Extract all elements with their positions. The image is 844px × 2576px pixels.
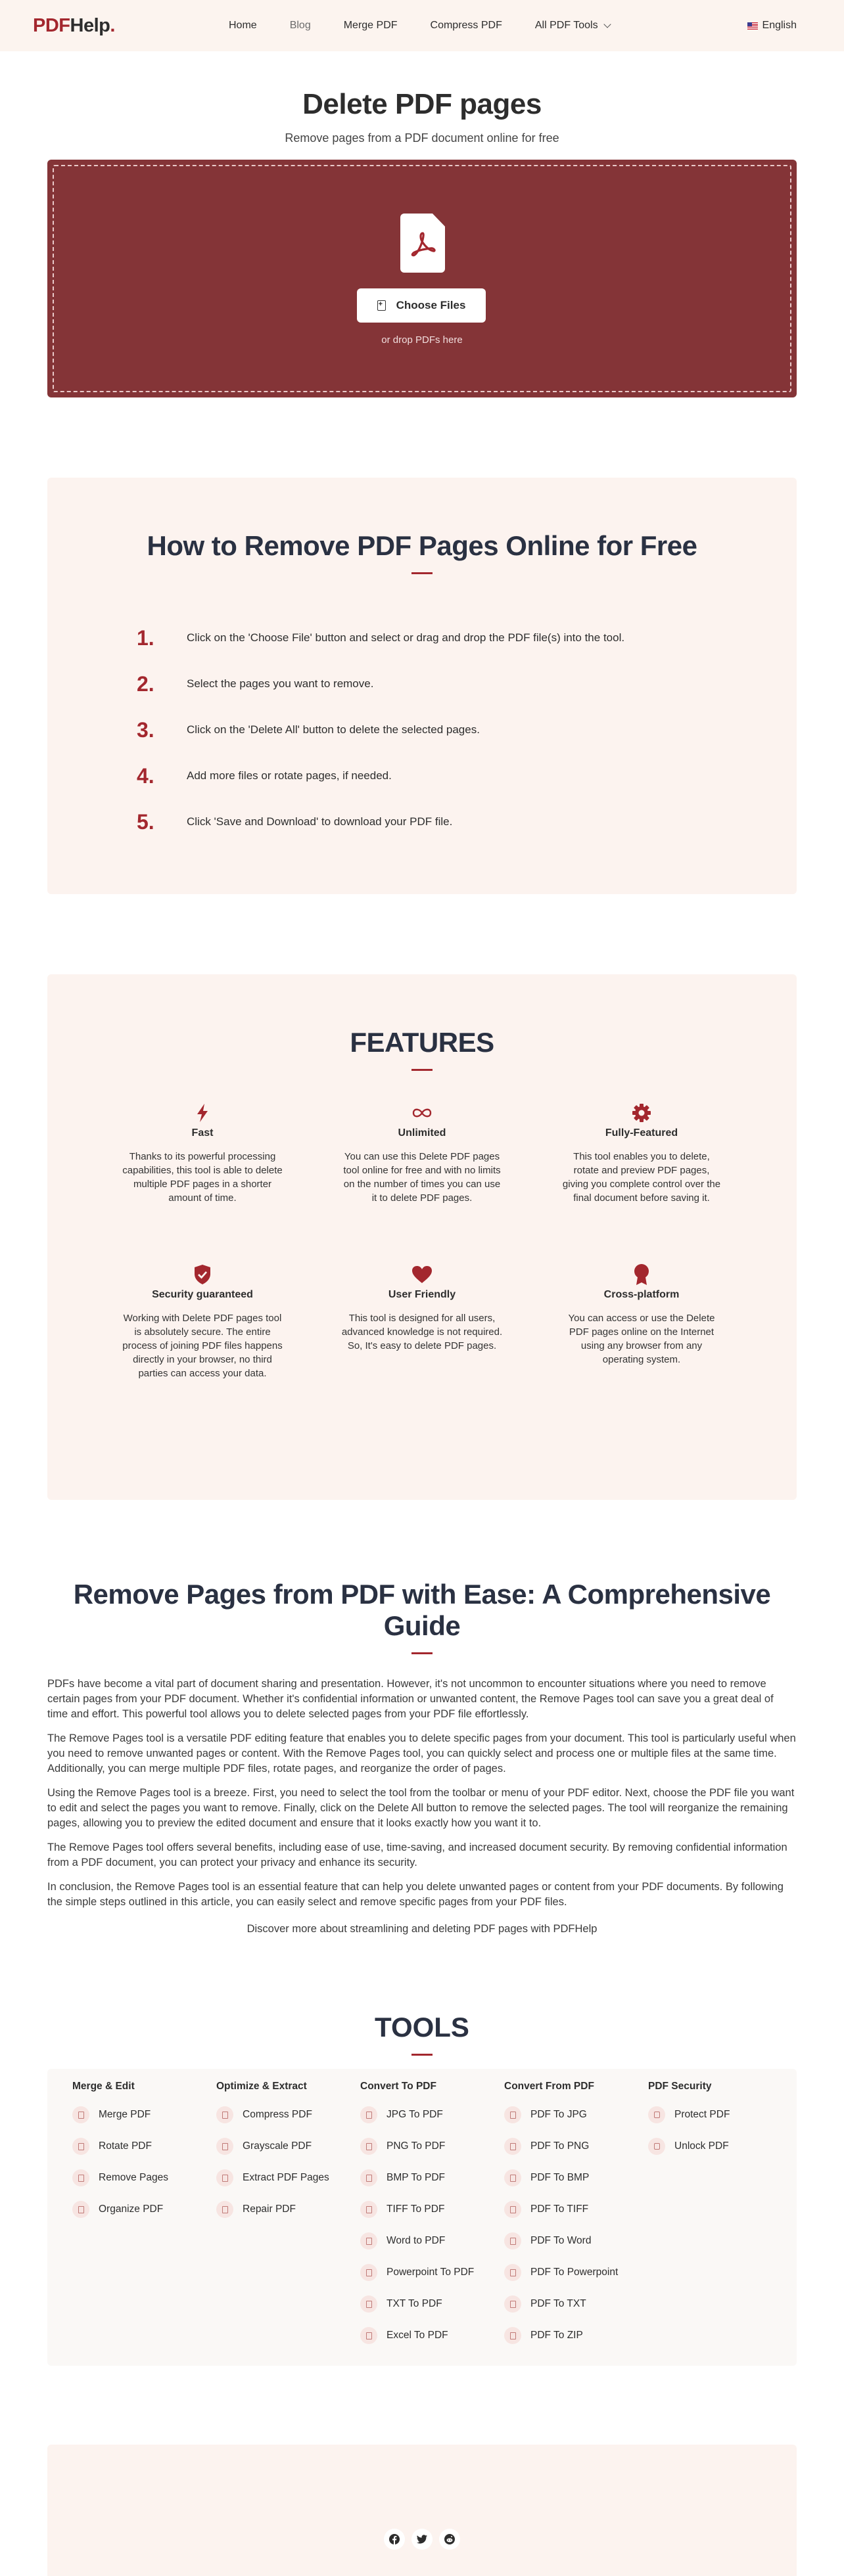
tools-section	[47, 2069, 797, 2366]
file-icon	[360, 2169, 377, 2186]
heart-icon	[340, 1263, 504, 1286]
file-icon	[504, 2138, 521, 2155]
guide-paragraph: The Remove Pages tool offers several benefits, including ease of use, time-saving, and increased document security. By removing confidential information from a PDF document, you can protect your privacy and enhance its security.	[47, 1842, 787, 1868]
tool-link[interactable]: PDF To TXT	[504, 2288, 648, 2320]
title-underline	[411, 572, 433, 574]
tools-column-merge-edit: Merge & Edit Merge PDF Rotate PDF Remove Pages Organize PDF	[72, 2081, 216, 2366]
file-icon	[504, 2264, 521, 2281]
tool-link[interactable]: Extract PDF Pages	[216, 2162, 360, 2194]
feature-unlimited: Unlimited You can use this Delete PDF pages tool online for free and with no limits on the number of times you can use it to delete PDF pages.	[340, 1101, 504, 1263]
lock-icon	[648, 2106, 665, 2123]
tool-link[interactable]: TIFF To PDF	[360, 2194, 504, 2225]
step-item: 4. Add more files or rotate pages, if needed.	[137, 763, 392, 788]
title-underline	[411, 1069, 433, 1071]
feature-fully-featured: Fully-Featured This tool enables you to delete, rotate and preview PDF pages, giving you complete control over the final document before saving it.	[559, 1101, 724, 1263]
site-footer	[47, 2445, 797, 2576]
file-icon	[504, 2201, 521, 2218]
nav-compress-pdf[interactable]: Compress PDF	[430, 20, 502, 31]
features-section	[47, 974, 797, 1500]
file-icon	[360, 2327, 377, 2344]
main-nav	[229, 0, 643, 51]
tool-link[interactable]: PDF To JPG	[504, 2099, 648, 2131]
guide-paragraph: Using the Remove Pages tool is a breeze. First, you need to select the tool from the toolbar or menu of your PDF editor. Next, choose the PDF file you want to edit and select the pages you want to remove. Finally, click on the Delete All button to remove the selected pages. The tool will reorganize the remaining pages, allowing you to preview the edited document and ensure that it looks exactly how you want it to.	[47, 1787, 795, 1829]
tool-link[interactable]: Repair PDF	[216, 2194, 360, 2225]
twitter-icon[interactable]	[411, 2529, 433, 2550]
feature-cross-platform: Cross-platform You can access or use the Delete PDF pages online on the Internet using any browser from any operating system.	[559, 1263, 724, 1424]
tool-link[interactable]: Unlock PDF	[648, 2131, 792, 2162]
tools-column-optimize-extract: Optimize & Extract Compress PDF Grayscale PDF Extract PDF Pages Repair PDF	[216, 2081, 360, 2366]
tool-link[interactable]: Remove Pages	[72, 2162, 216, 2194]
nav-blog[interactable]: Blog	[289, 20, 311, 31]
tool-link[interactable]: PDF To Word	[504, 2225, 648, 2257]
file-icon	[504, 2295, 521, 2313]
steps-list	[47, 615, 797, 845]
file-icon	[360, 2106, 377, 2123]
step-item: 3. Click on the 'Delete All' button to delete the selected pages.	[137, 717, 480, 742]
tools-column-pdf-security: PDF Security Protect PDF Unlock PDF	[648, 2081, 792, 2366]
file-icon	[72, 2138, 89, 2155]
tool-link[interactable]: Merge PDF	[72, 2099, 216, 2131]
tool-link[interactable]: Protect PDF	[648, 2099, 792, 2131]
guide-title: Remove Pages from PDF with Ease: A Comprehensive Guide	[73, 1579, 771, 1641]
features-grid	[47, 1101, 797, 1424]
file-icon	[72, 2106, 89, 2123]
nav-all-pdf-tools[interactable]: All PDF Tools	[535, 20, 610, 32]
pdf-file-icon	[400, 214, 445, 273]
file-icon	[360, 2232, 377, 2249]
step-item: 2. Select the pages you want to remove.	[137, 671, 374, 696]
guide-cta-link[interactable]: Discover more about streamlining and deleting PDF pages with PDFHelp	[246, 1923, 598, 1935]
feature-fast: Fast Thanks to its powerful processing capabilities, this tool is able to delete multiple PDF pages in a shorter amount of time.	[120, 1101, 285, 1263]
features-title: FEATURES	[350, 1027, 494, 1058]
tool-link[interactable]: Powerpoint To PDF	[360, 2257, 504, 2288]
file-icon	[360, 2138, 377, 2155]
tool-link[interactable]: BMP To PDF	[360, 2162, 504, 2194]
file-icon	[360, 2295, 377, 2313]
language-selector[interactable]: English	[747, 0, 797, 51]
us-flag-icon	[747, 22, 758, 30]
tool-link[interactable]: Grayscale PDF	[216, 2131, 360, 2162]
file-icon	[504, 2327, 521, 2344]
tool-link[interactable]: Organize PDF	[72, 2194, 216, 2225]
logo[interactable]: PDFHelp.	[33, 14, 115, 36]
file-add-icon	[377, 300, 386, 311]
dropzone-border	[53, 165, 791, 392]
tool-link[interactable]: PDF To PNG	[504, 2131, 648, 2162]
social-links	[47, 2529, 797, 2550]
tool-link[interactable]: Excel To PDF	[360, 2320, 504, 2351]
file-icon	[216, 2201, 233, 2218]
reddit-icon[interactable]	[439, 2529, 460, 2550]
shield-check-icon	[120, 1263, 285, 1286]
file-icon	[72, 2201, 89, 2218]
hero	[0, 51, 844, 397]
guide-paragraph: PDFs have become a vital part of document sharing and presentation. However, it's not uncommon to encounter situations where you need to remove certain pages from your PDF document. Whether it's confidential information or unwanted content, the Remove Pages tool can save you a great deal of time and effort. This powerful tool allows you to delete selected pages from your PDF file effortlessly.	[47, 1678, 774, 1720]
feature-user-friendly: User Friendly This tool is designed for all users, advanced knowledge is not required. So, It's easy to delete PDF pages.	[340, 1263, 504, 1424]
infinity-icon	[340, 1101, 504, 1125]
tool-link[interactable]: PDF To ZIP	[504, 2320, 648, 2351]
file-dropzone[interactable]	[47, 160, 797, 397]
title-underline	[411, 1652, 433, 1654]
unlock-icon	[648, 2138, 665, 2155]
file-icon	[360, 2264, 377, 2281]
guide-section	[47, 1579, 797, 1937]
lightning-icon	[120, 1101, 285, 1125]
tool-link[interactable]: Compress PDF	[216, 2099, 360, 2131]
file-icon	[504, 2169, 521, 2186]
file-icon	[504, 2232, 521, 2249]
facebook-icon[interactable]	[384, 2529, 405, 2550]
file-icon	[360, 2201, 377, 2218]
nav-merge-pdf[interactable]: Merge PDF	[343, 20, 398, 31]
chevron-down-icon	[603, 20, 611, 28]
tool-link[interactable]: PNG To PDF	[360, 2131, 504, 2162]
site-header	[0, 0, 844, 51]
file-icon	[504, 2106, 521, 2123]
tool-link[interactable]: Word to PDF	[360, 2225, 504, 2257]
award-icon	[559, 1263, 724, 1286]
choose-files-button[interactable]: + Choose Files	[357, 288, 486, 323]
tools-column-convert-to-pdf: Convert To PDF JPG To PDF PNG To PDF BMP To PDF TIFF To PDF Word to PDF Powerpoint To PDF TXT To PDF Excel To PDF	[360, 2081, 504, 2366]
step-item: 1. Click on the 'Choose File' button and select or drag and drop the PDF file(s) into the tool.	[137, 625, 625, 650]
step-item: 5. Click 'Save and Download' to download your PDF file.	[137, 809, 453, 834]
title-underline	[411, 2054, 433, 2056]
file-icon	[216, 2169, 233, 2186]
tool-link[interactable]: PDF To TIFF	[504, 2194, 648, 2225]
gear-icon	[559, 1101, 724, 1125]
guide-paragraph: In conclusion, the Remove Pages tool is an essential feature that can help you delete unwanted pages or content from your PDF documents. By following the simple steps outlined in this article, you can easily select and remove specific pages from your PDF files.	[47, 1881, 784, 1908]
tool-link[interactable]: PDF To BMP	[504, 2162, 648, 2194]
page-subtitle: Remove pages from a PDF document online for free	[285, 131, 559, 145]
tool-link[interactable]: PDF To Powerpoint	[504, 2257, 648, 2288]
nav-home[interactable]: Home	[229, 20, 257, 31]
guide-paragraph: The Remove Pages tool is a versatile PDF editing feature that enables you to delete specific pages from your document. This tool is particularly useful when you need to remove unwanted pages or content. With the Remove Pages tool, you can quickly select and process one or multiple files at the same time. Additionally, you can merge multiple PDF files, rotate pages, and reorganize the order of pages.	[47, 1732, 796, 1774]
how-to-title: How to Remove PDF Pages Online for Free	[147, 530, 697, 561]
tool-link[interactable]: TXT To PDF	[360, 2288, 504, 2320]
feature-security: Security guaranteed Working with Delete PDF pages tool is absolutely secure. The entire process of joining PDF files happens directly in your browser, no third parties can access your data.	[120, 1263, 285, 1424]
tool-link[interactable]: Rotate PDF	[72, 2131, 216, 2162]
tool-link[interactable]: JPG To PDF	[360, 2099, 504, 2131]
how-to-section	[47, 478, 797, 894]
file-icon	[216, 2138, 233, 2155]
file-icon	[216, 2106, 233, 2123]
file-icon	[72, 2169, 89, 2186]
tools-column-convert-from-pdf: Convert From PDF PDF To JPG PDF To PNG PDF To BMP PDF To TIFF PDF To Word PDF To Powerpoint PDF To TXT PDF To ZIP	[504, 2081, 648, 2366]
page-title: Delete PDF pages	[302, 88, 542, 120]
drop-hint: or drop PDFs here	[381, 334, 463, 346]
tools-title: TOOLS	[375, 2012, 469, 2043]
